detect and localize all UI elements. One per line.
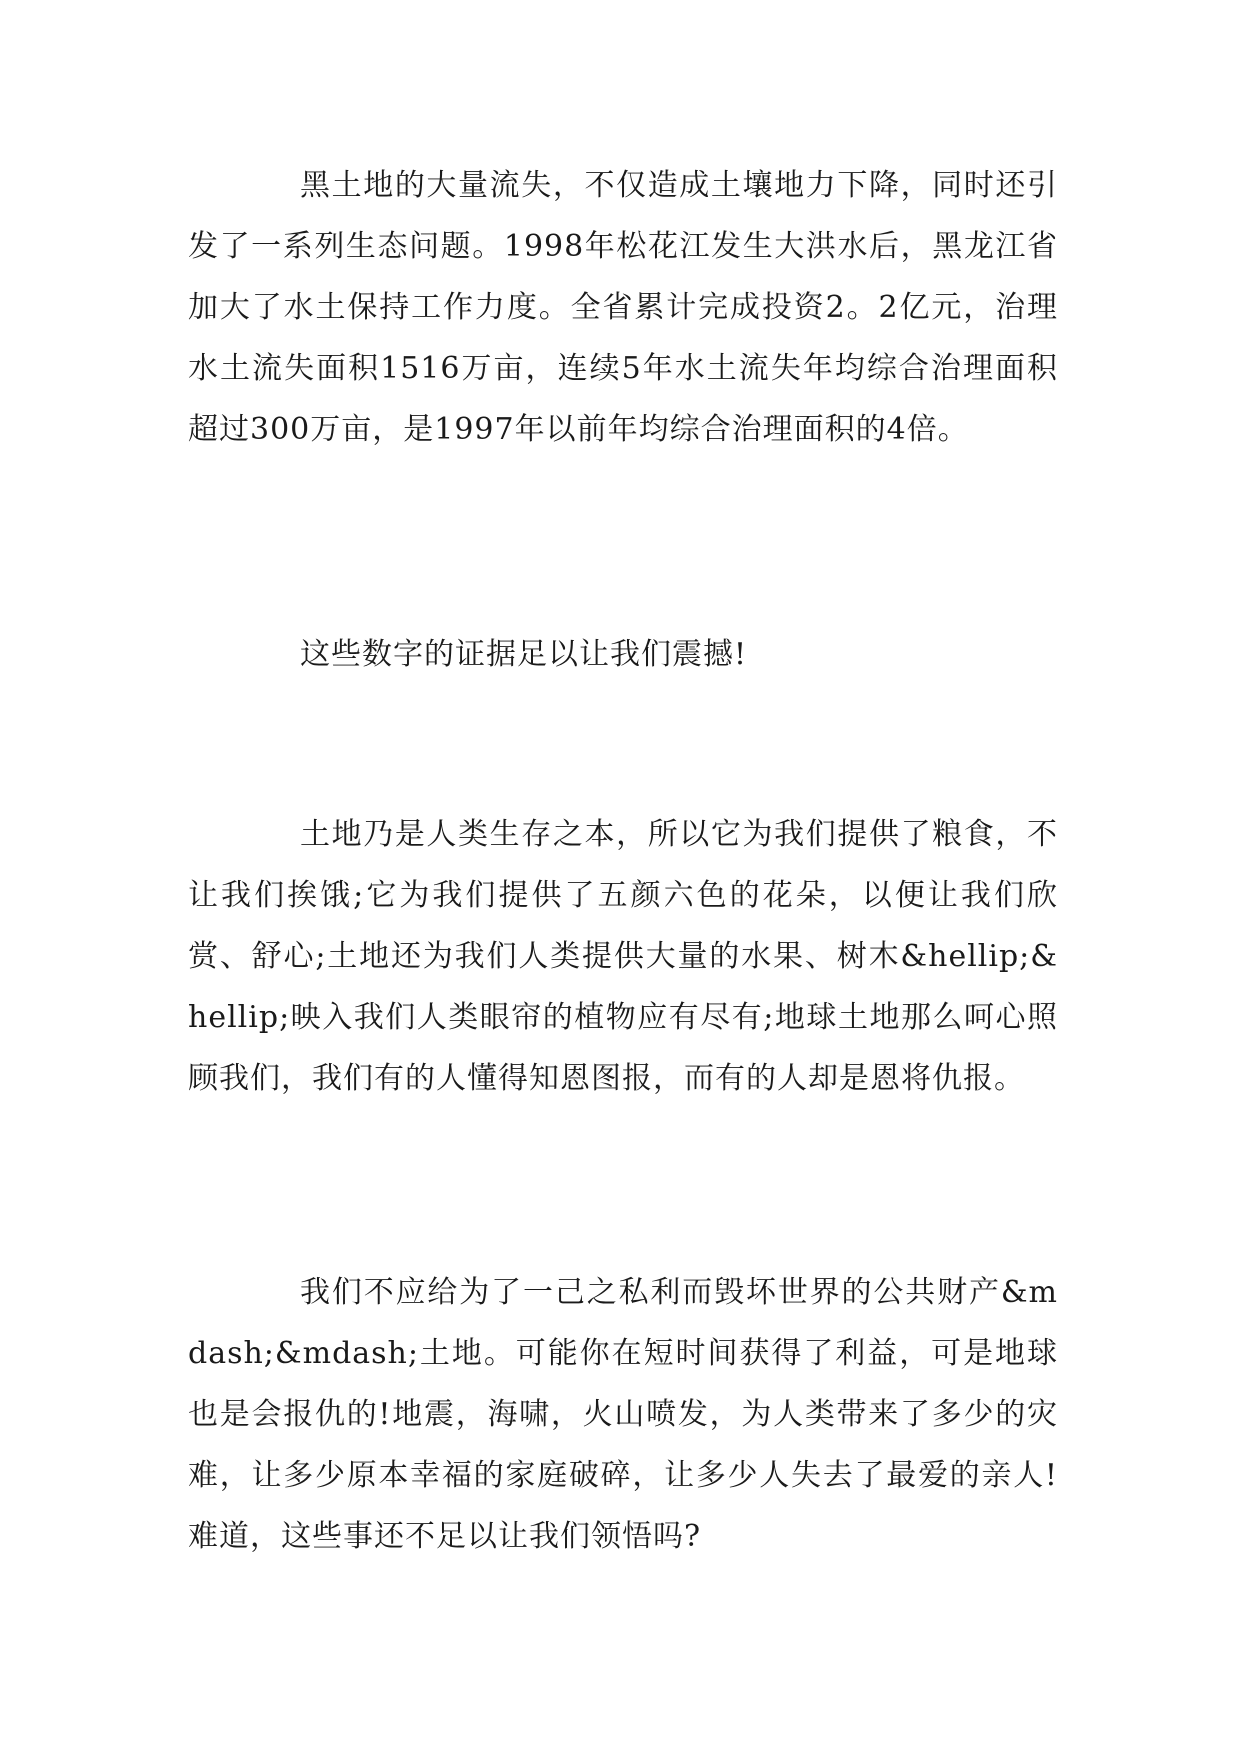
paragraph-earth-revenge: 我们不应给为了一己之私利而毁坏世界的公共财产&mdash;&mdash;土地。可能你在短时间获得了利益，可是地球也是会报仇的!地震，海啸，火山喷发，为人类带来了多少的灾难，让多少原本幸福的家庭破碎，让多少人失去了最爱的亲人!难道，这些事还不足以让我们领悟吗?	[188, 1275, 1058, 1554]
paragraph-land-basis-of-life: 土地乃是人类生存之本，所以它为我们提供了粮食，不让我们挨饿;它为我们提供了五颜六色的花朵，以便让我们欣赏、舒心;土地还为我们人类提供大量的水果、树木&hellip;&hellip;映入我们人类眼帘的植物应有尽有;地球土地那么呵心照顾我们，我们有的人懂得知恩图报，而有的人却是恩将仇报。	[188, 817, 1058, 1096]
paragraph-numbers-shock: 这些数字的证据足以让我们震撼!	[300, 637, 748, 672]
paragraph-black-soil-loss: 黑土地的大量流失，不仅造成土壤地力下降，同时还引发了一系列生态问题。1998年松花江发生大洪水后，黑龙江省加大了水土保持工作力度。全省累计完成投资2。2亿元，治理水土流失面积1516万亩，连续5年水土流失年均综合治理面积超过300万亩，是1997年以前年均综合治理面积的4倍。	[188, 168, 1058, 447]
